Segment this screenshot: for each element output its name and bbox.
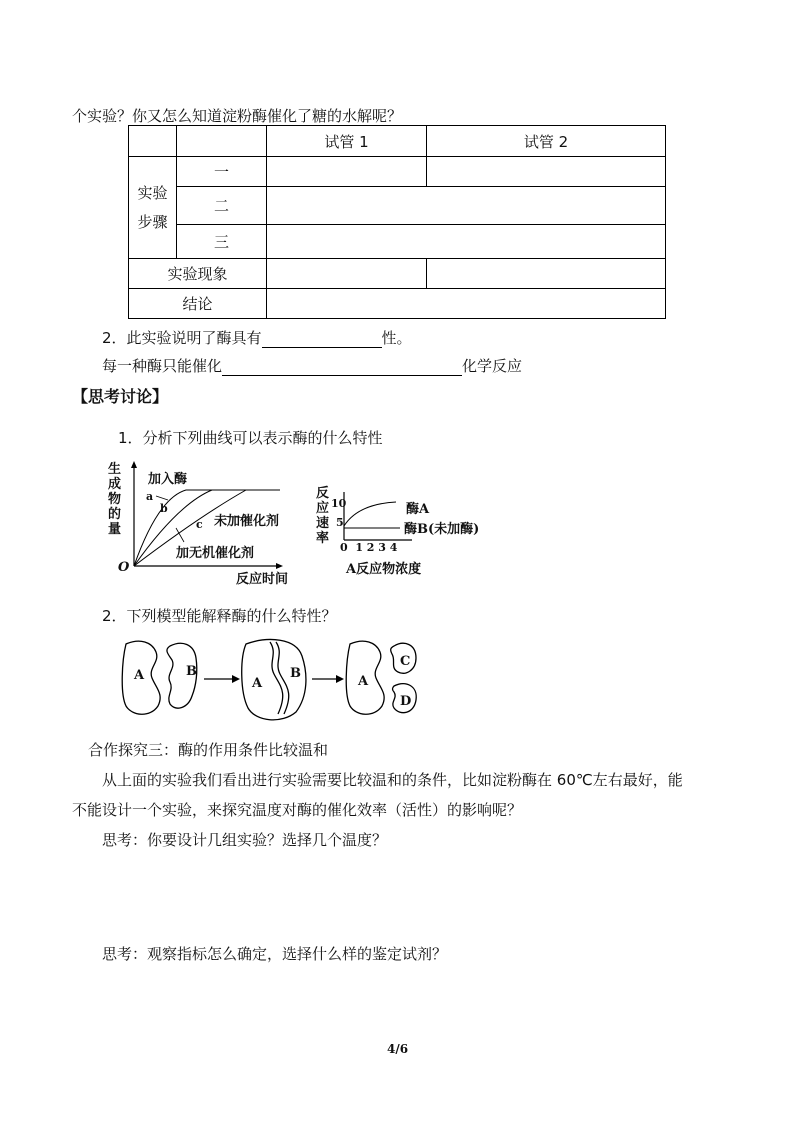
enzyme-a-label: 酶A <box>406 502 430 517</box>
model-label-b1: B <box>186 664 197 679</box>
step3-cell <box>267 225 666 259</box>
phenomenon-tube2-cell <box>427 259 666 289</box>
step1-row <box>129 157 666 187</box>
section3-title: 合作探究三：酶的作用条件比较温和 <box>88 741 329 759</box>
q2b-line <box>102 356 522 376</box>
header-blank-2 <box>177 126 267 157</box>
conclusion-label: 结论 <box>129 289 267 319</box>
page-number: 4/6 <box>387 1042 409 1056</box>
step3-row <box>129 225 666 259</box>
model-label-a3: A <box>358 674 369 689</box>
header-tube1: 试管 1 <box>267 126 427 157</box>
fig1-ylabel-char-2: 成 <box>108 477 122 492</box>
model-label-a1: A <box>134 668 145 683</box>
table-header-row <box>129 126 666 157</box>
steps-label-line1: 实验 <box>137 183 168 202</box>
step2-label: 二 <box>177 187 267 225</box>
discussion-q2: 2．下列模型能解释酶的什么特性？ <box>102 607 337 625</box>
fig2-tick-5: 5 <box>336 516 344 529</box>
enzyme-a-curve <box>344 502 396 526</box>
fig2-xlabel: A反应物浓度 <box>346 562 422 577</box>
fig1-y-arrow <box>131 461 137 468</box>
model-label-a2: A <box>252 676 263 691</box>
fig1-ylabel-char-5: 量 <box>108 522 122 537</box>
q2-blank[interactable] <box>262 331 382 348</box>
enzyme-b-label: 酶B(未加酶) <box>404 522 480 537</box>
arrow-1-head <box>232 675 240 683</box>
fig1-ylabel-char-4: 的 <box>108 507 122 522</box>
model-label-d: D <box>400 694 412 709</box>
q2-suffix: 性。 <box>381 329 412 347</box>
steps-label <box>129 157 177 259</box>
paragraph-line-2: 不能设计一个实验，来探究温度对酶的催化效率（活性）的影响呢？ <box>72 801 523 819</box>
arrow-2-head <box>336 675 344 683</box>
fig1-ylabel <box>108 462 124 537</box>
phenomenon-row <box>129 259 666 289</box>
curve-b-label: b <box>160 502 168 515</box>
conclusion-row <box>129 289 666 319</box>
no-catalyst-label: 未加催化剂 <box>214 514 280 529</box>
fig1-ylabel-char-1: 生 <box>108 462 122 477</box>
intro-line: 个实验？你又怎么知道淀粉酶催化了糖的水解呢？ <box>72 107 403 125</box>
q2b-prefix: 每一种酶只能催化 <box>102 357 223 375</box>
experiment-table <box>128 125 666 319</box>
q2b-blank[interactable] <box>222 359 462 376</box>
discussion-heading: 【思考讨论】 <box>72 387 169 406</box>
fig2-ylabel <box>316 486 332 546</box>
add-enzyme-label: 加入酶 <box>148 472 188 487</box>
model-label-c: C <box>400 654 411 669</box>
q2-prefix: 2．此实验说明了酶具有 <box>102 329 262 347</box>
lock-key-model-figure <box>118 634 438 724</box>
discussion-q1: 1．分析下列曲线可以表示酶的什么特性 <box>118 429 383 447</box>
step3-label: 三 <box>177 225 267 259</box>
step2-cell <box>267 187 666 225</box>
step2-row <box>129 187 666 225</box>
step1-label: 一 <box>177 157 267 187</box>
inorganic-catalyst-label: 加无机催化剂 <box>176 546 255 561</box>
fig2-ylabel-char-4: 率 <box>316 531 330 546</box>
q2b-suffix: 化学反应 <box>462 357 523 375</box>
curve-c-label: c <box>196 518 203 531</box>
fig2-tick-10: 10 <box>331 497 347 510</box>
paragraph-line-1: 从上面的实验我们看出进行实验需要比较温和的条件，比如淀粉酶在 60℃左右最好，能 <box>102 771 683 789</box>
think-question-2: 思考：观察指标怎么确定，选择什么样的鉴定试剂？ <box>102 945 448 963</box>
fig2-ylabel-char-3: 速 <box>316 516 330 531</box>
step1-tube2-cell <box>427 157 666 187</box>
fig2-x-ticks: 0 1 2 3 4 <box>340 541 398 554</box>
a-leader <box>156 496 168 500</box>
fig1-ylabel-char-3: 物 <box>108 492 122 507</box>
step1-tube1-cell <box>267 157 427 187</box>
header-blank-1 <box>129 126 177 157</box>
conclusion-cell <box>267 289 666 319</box>
header-tube2: 试管 2 <box>427 126 666 157</box>
think-question-1: 思考：你要设计几组实验？选择几个温度？ <box>102 831 388 849</box>
fig1-xlabel: 反应时间 <box>236 572 289 587</box>
phenomenon-tube1-cell <box>267 259 427 289</box>
steps-label-line2: 步骤 <box>137 212 168 231</box>
model-label-b2: B <box>290 666 301 681</box>
fig2-ylabel-char-1: 反 <box>316 486 330 501</box>
q2-line <box>102 328 412 348</box>
fig1-origin: O <box>118 560 130 575</box>
phenomenon-label: 实验现象 <box>129 259 267 289</box>
fig2-ylabel-char-2: 应 <box>316 501 330 516</box>
curve-a-label: a <box>146 490 154 503</box>
